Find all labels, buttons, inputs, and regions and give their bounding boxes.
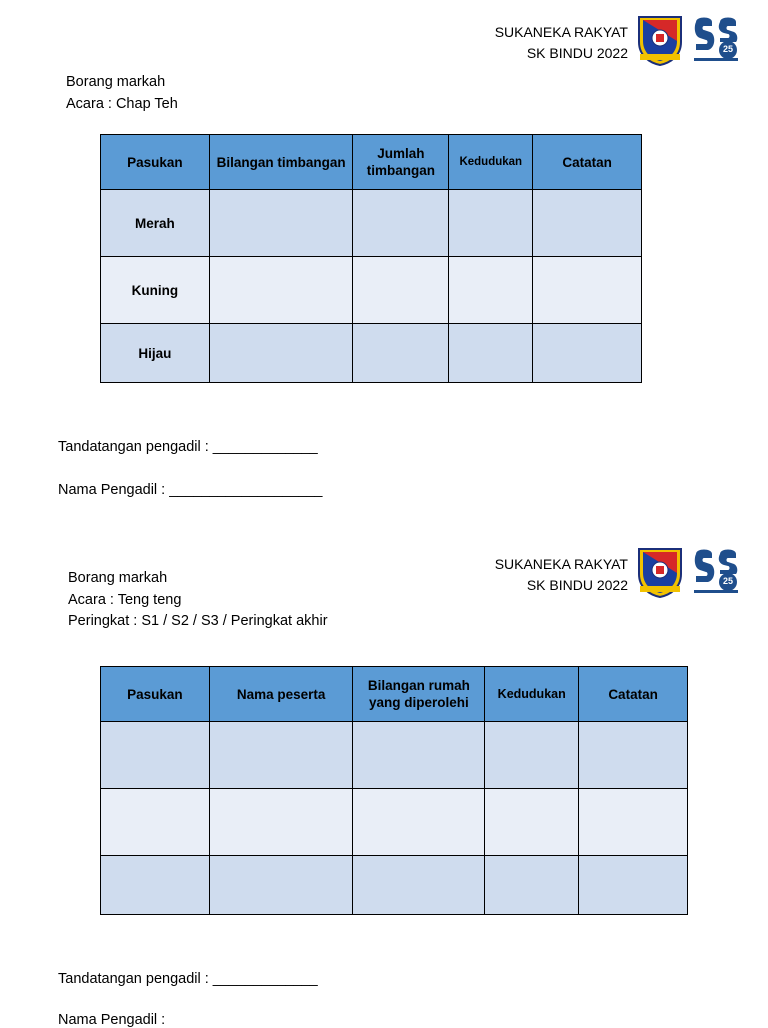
col-header-kedudukan: Kedudukan	[449, 135, 533, 190]
input-cell[interactable]	[101, 856, 210, 915]
input-cell[interactable]	[449, 257, 533, 324]
input-cell[interactable]	[353, 190, 449, 257]
form1-info	[66, 72, 178, 115]
input-cell[interactable]	[353, 324, 449, 383]
input-cell[interactable]	[101, 789, 210, 856]
col-header-bilangan-rumah: Bilangan rumah yang diperolehi	[353, 667, 485, 722]
form2-score-table	[100, 666, 688, 915]
input-cell[interactable]	[101, 722, 210, 789]
input-cell[interactable]	[579, 722, 688, 789]
col-header-nama-peserta: Nama peserta	[209, 667, 353, 722]
input-cell[interactable]	[485, 722, 579, 789]
input-cell[interactable]	[209, 190, 353, 257]
form2-title: Borang markah	[68, 570, 168, 586]
col-header-jumlah-timbangan: Jumlah timbangan	[353, 135, 449, 190]
school-shield-logo	[634, 546, 686, 603]
form1-name-line: Nama Pengadil : ___________________	[58, 482, 323, 498]
col-header-catatan: Catatan	[579, 667, 688, 722]
form2-event: Acara : Teng teng	[68, 591, 182, 608]
event-header	[428, 554, 628, 596]
col-header-pasukan: Pasukan	[101, 135, 210, 190]
form2-info	[68, 568, 328, 633]
header-title: SUKANEKA RAKYAT	[494, 24, 628, 40]
ss-logo-number: 25	[722, 44, 733, 54]
team-cell: Merah	[101, 190, 210, 257]
input-cell[interactable]	[353, 856, 485, 915]
input-cell[interactable]	[209, 789, 353, 856]
ss-badge-logo	[690, 546, 742, 603]
input-cell[interactable]	[579, 789, 688, 856]
event-header	[428, 22, 628, 64]
form2-name-line: Nama Pengadil :	[58, 1012, 166, 1028]
table-row	[101, 257, 642, 324]
input-cell[interactable]	[533, 324, 642, 383]
form2-round: Peringkat : S1 / S2 / S3 / Peringkat akhir	[68, 613, 328, 629]
table-row	[101, 856, 688, 915]
table-header-row	[101, 667, 688, 722]
team-cell: Hijau	[101, 324, 210, 383]
input-cell[interactable]	[533, 190, 642, 257]
form2-signature-line: Tandatangan pengadil : _____________	[58, 971, 318, 987]
form1-event: Acara : Chap Teh	[66, 95, 178, 112]
team-cell: Kuning	[101, 257, 210, 324]
table-row	[101, 324, 642, 383]
col-header-pasukan: Pasukan	[101, 667, 210, 722]
ss-badge-logo	[690, 14, 742, 71]
input-cell[interactable]	[209, 856, 353, 915]
input-cell[interactable]	[209, 722, 353, 789]
col-header-bilangan-timbangan: Bilangan timbangan	[209, 135, 353, 190]
input-cell[interactable]	[209, 257, 353, 324]
input-cell[interactable]	[209, 324, 353, 383]
col-header-kedudukan: Kedudukan	[485, 667, 579, 722]
input-cell[interactable]	[353, 789, 485, 856]
header-subtitle: SK BINDU 2022	[526, 45, 628, 61]
input-cell[interactable]	[449, 190, 533, 257]
form1-score-table	[100, 134, 642, 383]
ss-logo-number: 25	[722, 576, 733, 586]
header-title: SUKANEKA RAKYAT	[494, 556, 628, 572]
table-row	[101, 722, 688, 789]
table-row	[101, 190, 642, 257]
input-cell[interactable]	[485, 789, 579, 856]
input-cell[interactable]	[485, 856, 579, 915]
col-header-catatan: Catatan	[533, 135, 642, 190]
input-cell[interactable]	[533, 257, 642, 324]
input-cell[interactable]	[353, 257, 449, 324]
input-cell[interactable]	[353, 722, 485, 789]
table-row	[101, 789, 688, 856]
header-subtitle: SK BINDU 2022	[526, 577, 628, 593]
input-cell[interactable]	[579, 856, 688, 915]
table-header-row	[101, 135, 642, 190]
input-cell[interactable]	[449, 324, 533, 383]
form1-title: Borang markah	[66, 74, 166, 90]
form1-signature-line: Tandatangan pengadil : _____________	[58, 439, 318, 455]
school-shield-logo	[634, 14, 686, 71]
